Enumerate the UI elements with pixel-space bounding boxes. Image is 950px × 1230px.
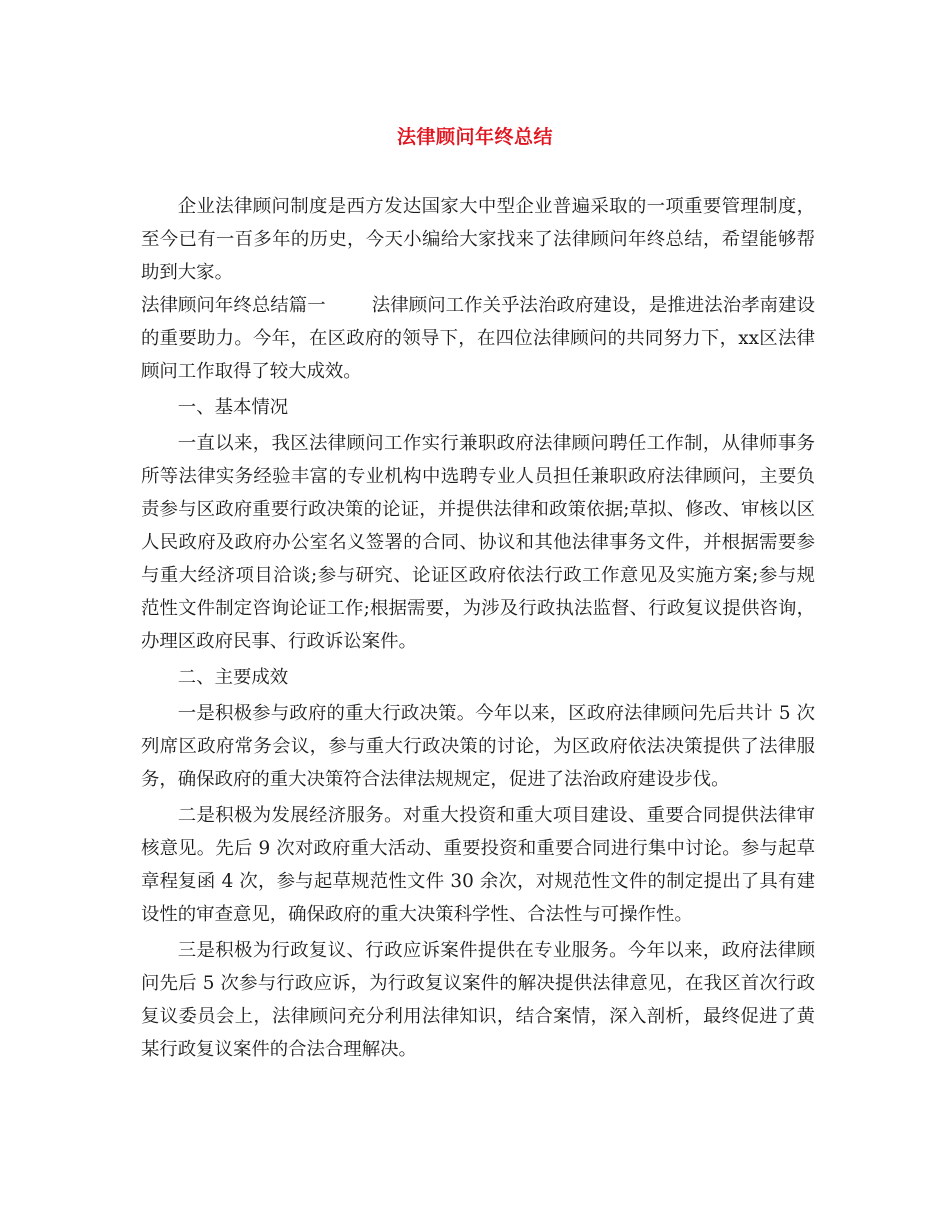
paragraph-result-two: 二是积极为发展经济服务。对重大投资和重大项目建设、重要合同提供法律审核意见。先后 9 次对政府重大活动、重要投资和重要合同进行集中讨论。参与起草章程复函 4 次，参与起草规范性文件 30 余次，对规范性文件的制定提出了具有建设性的审查意见，确保政府的重大决策科学性、合法性与可操作性。 [141, 805, 815, 925]
paragraph-basic-situation: 一直以来，我区法律顾问工作实行兼职政府法律顾问聘任工作制，从律师事务所等法律实务经验丰富的专业机构中选聘专业人员担任兼职政府法律顾问，主要负责参与区政府重要行政决策的论证，并提供法律和政策依据;草拟、修改、审核以区人民政府及政府办公室名义签署的合同、协议和其他法律事务文件，并根据需要参与重大经济项目洽谈;参与研究、论证区政府依法行政工作意见及实施方案;参与规范性文件制定咨询论证工作;根据需要，为涉及行政执法监督、行政复议提供咨询，办理区政府民事、行政诉讼案件。 [141, 433, 815, 652]
section-heading: 法律顾问年终总结篇一 [141, 295, 326, 316]
document-title: 法律顾问年终总结 [396, 126, 553, 148]
paragraph-result-one: 一是积极参与政府的重大行政决策。今年以来，区政府法律顾问先后共计 5 次列席区政府常务会议，参与重大行政决策的讨论，为区政府依法决策提供了法律服务，确保政府的重大决策符合法律法规规定，促进了法治政府建设步伐。 [141, 703, 815, 790]
paragraph-result-three: 三是积极为行政复议、行政应诉案件提供在专业服务。今年以来，政府法律顾问先后 5 次参与行政应诉，为行政复议案件的解决提供法律意见，在我区首次行政复议委员会上，法律顾问充分利用法律知识，结合案情，深入剖析，最终促进了黄某行政复议案件的合法合理解决。 [141, 940, 815, 1060]
section-text: 法律顾问工作关乎法治政府建设，是推进法治孝南建设的重要助力。今年，在区政府的领导下，在四位法律顾问的共同努力下，xx区法律顾问工作取得了较大成效。 [141, 295, 815, 382]
paragraph-section-one [141, 289, 815, 388]
paragraph-intro: 企业法律顾问制度是西方发达国家大中型企业普遍采取的一项重要管理制度，至今已有一百多年的历史，今天小编给大家找来了法律顾问年终总结，希望能够帮助到大家。 [141, 196, 815, 283]
heading-main-results: 二、主要成效 [177, 667, 289, 688]
document-body [141, 190, 815, 1066]
heading-basic-situation: 一、基本情况 [177, 397, 289, 418]
